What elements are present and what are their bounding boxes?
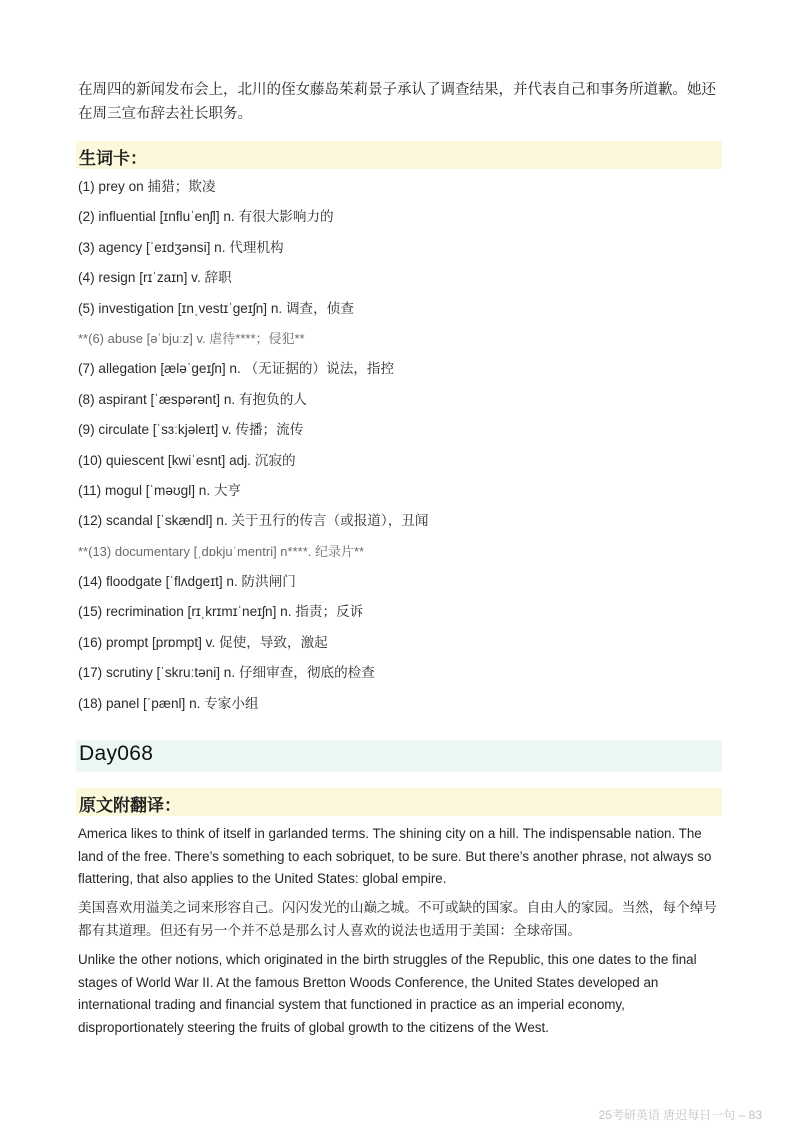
- vocab-item: (5) investigation [ɪnˌvestɪˈgeɪʃn] n. 调查，侦查: [78, 300, 354, 316]
- vocab-item: (7) allegation [æləˈgeɪʃn] n. （无证据的）说法，指控: [78, 361, 395, 377]
- vocab-item: (14) floodgate [ˈflʌdgeɪt] n. 防洪闸门: [78, 574, 296, 590]
- chinese-translation: 美国喜欢用溢美之词来形容自己。闪闪发光的山巅之城。不可或缺的国家。自由人的家园。当然，每个绰号都有其道理。但还有另一个并不总是那么讨人喜欢的说法也适用于美国：全球帝国。: [78, 900, 717, 938]
- original-heading-band: [76, 788, 722, 816]
- vocab-item: (18) panel [ˈpænl] n. 专家小组: [78, 695, 259, 711]
- vocab-item: (11) mogul [ˈməʊgl] n. 大亨: [78, 482, 242, 498]
- english-paragraph: America likes to think of itself in garlanded terms. The shining city on a hill. The indispensable nation. The land of the free. There’s something to each sobriquet, to be sure. But there’s another phrase, not always so flattering, that also applies to the United States: global empire.: [78, 826, 712, 887]
- vocab-item: (15) recrimination [rɪˌkrɪmɪˈneɪʃn] n. 指责；反诉: [78, 604, 364, 620]
- vocab-item: (16) prompt [prɒmpt] v. 促使，导致，激起: [78, 634, 328, 650]
- vocab-item: (8) aspirant [ˈæspərənt] n. 有抱负的人: [78, 391, 307, 407]
- vocab-list: [78, 176, 728, 723]
- vocab-item: (3) agency [ˈeɪdʒənsi] n. 代理机构: [78, 239, 284, 255]
- vocab-item: (9) circulate [ˈsɜːkjəleɪt] v. 传播；流传: [78, 422, 304, 438]
- vocab-item: (1) prey on 捕猎；欺凌: [78, 179, 216, 194]
- day-title: Day068: [79, 742, 154, 765]
- vocab-item: **(6) abuse [əˈbjuːz] v. 虐待****；侵犯**: [78, 330, 305, 346]
- vocab-item: (12) scandal [ˈskændl] n. 关于丑行的传言（或报道），丑闻: [78, 513, 429, 529]
- vocab-heading: 生词卡：: [79, 149, 147, 168]
- intro-paragraph: 在周四的新闻发布会上，北川的侄女藤岛茱莉景子承认了调查结果，并代表自己和事务所道歉。她还在周三宣布辞去社长职务。: [78, 82, 716, 122]
- vocab-item: (17) scrutiny [ˈskruːtəni] n. 仔细审查，彻底的检查: [78, 665, 375, 681]
- english-paragraph: Unlike the other notions, which originated in the birth struggles of the Republic, this one dates to the final stages of World War II. At the famous Bretton Woods Conference, the United States developed an international trading and financial system that functioned in practice as an imperial economy, disproportionately steering the fruits of global growth to the citizens of the West.: [78, 952, 697, 1035]
- original-heading: 原文附翻译：: [79, 796, 181, 815]
- vocab-item: **(13) documentary [ˌdɒkjuˈmentri] n****. 纪录片**: [78, 543, 365, 559]
- vocab-item: (10) quiescent [kwiˈesnt] adj. 沉寂的: [78, 452, 296, 468]
- vocab-item: (2) influential [ɪnfluˈenʃl] n. 有很大影响力的: [78, 209, 334, 225]
- day-title-band: [76, 740, 722, 772]
- vocab-heading-band: [76, 141, 722, 169]
- vocab-item: (4) resign [rɪˈzaɪn] v. 辞职: [78, 270, 232, 286]
- page-footer: 25考研英语 唐迟每日一句 – 83: [598, 1108, 762, 1122]
